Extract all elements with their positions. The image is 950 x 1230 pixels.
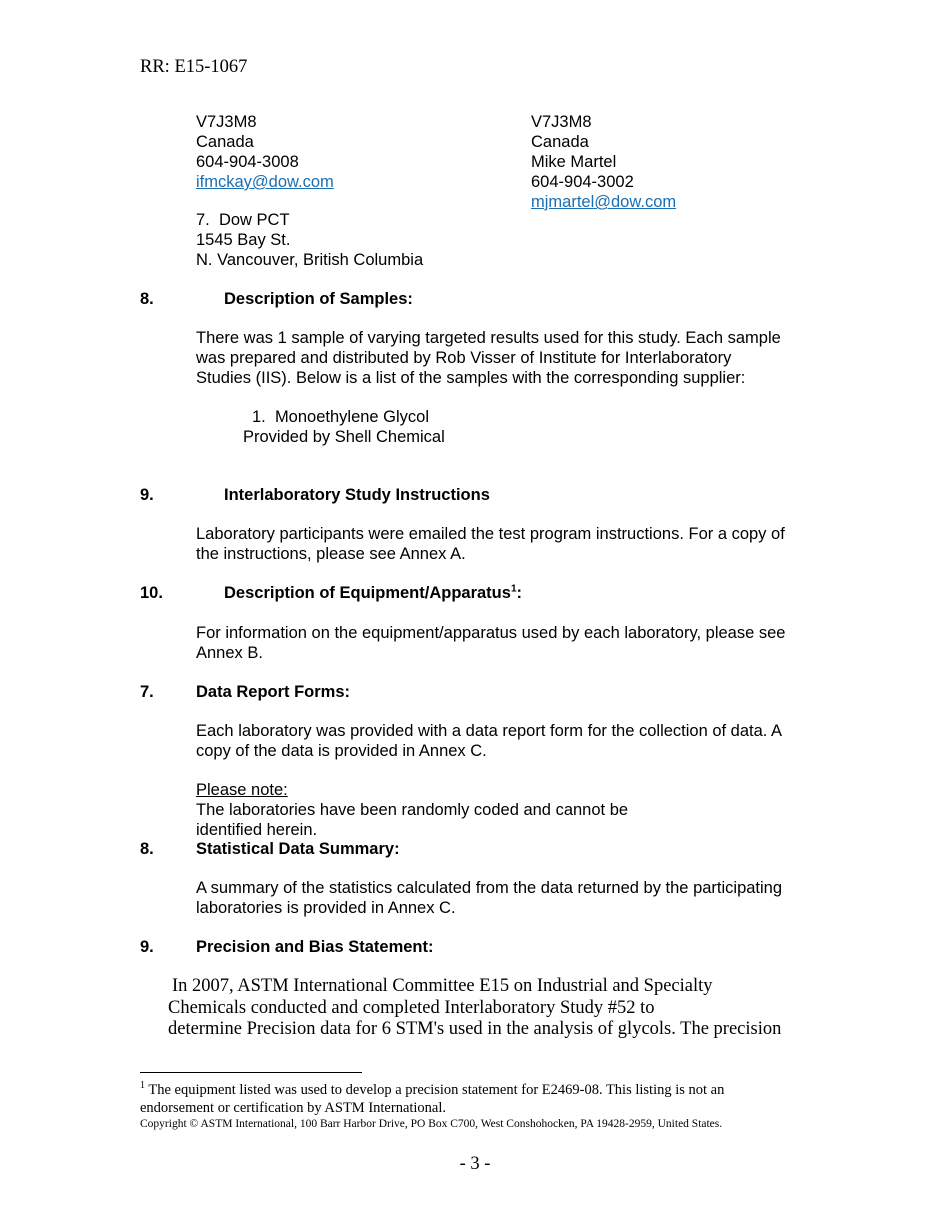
section-8-title: Description of Samples: [224,290,413,308]
section-10-heading [140,583,522,603]
contact-right-name: Mike Martel [531,153,617,171]
note-line-2: identified herein. [196,821,318,839]
section-10-body [196,623,785,663]
footnote-line-2: endorsement or certification by ASTM International. [140,1100,447,1116]
section-9b-number: 9. [140,938,154,956]
page-number: - 3 - [459,1154,491,1174]
contact-right-phone: 604-904-3002 [531,173,634,191]
section-10-line-2: Annex B. [196,644,263,662]
section-8-number: 8. [140,290,154,308]
section-9b-line-1: In 2007, ASTM International Committee E15 on Industrial and Specialty [172,976,713,996]
contact-left-email-link[interactable]: ifmckay@dow.com [196,173,334,191]
section-8-line-1: There was 1 sample of varying targeted results used for this study. Each sample [196,329,781,347]
section-7-note [196,780,628,840]
section-9b-title: Precision and Bias Statement: [196,938,434,956]
section-9-title: Interlaboratory Study Instructions [224,486,490,504]
section-8b-body [196,878,782,918]
contact-right [531,112,676,212]
contact-right-postal: V7J3M8 [531,113,592,131]
section-10-line-1: For information on the equipment/apparatus used by each laboratory, please see [196,624,786,642]
contact-item-7-street: 1545 Bay St. [196,231,291,249]
section-9b-line-2: Chemicals conducted and completed Interlaboratory Study #52 to [168,998,655,1018]
sample-list-number: 1. [252,408,266,426]
section-10-number: 10. [140,584,163,602]
sample-supplier: Provided by Shell Chemical [243,428,445,446]
contact-right-email-link[interactable]: mjmartel@dow.com [531,193,677,211]
section-7-title: Data Report Forms: [196,683,351,701]
footnote [140,1081,724,1117]
contact-right-country: Canada [531,133,589,151]
contact-item-7-city: N. Vancouver, British Columbia [196,251,424,269]
note-line-1: The laboratories have been randomly coded and cannot be [196,801,629,819]
section-8b-number: 8. [140,840,154,858]
section-8b-title: Statistical Data Summary: [196,840,400,858]
report-id: RR: E15-1067 [140,57,248,77]
section-7-line-2: copy of the data is provided in Annex C. [196,742,487,760]
contact-left [196,112,334,192]
section-9-body [196,524,785,564]
section-10-title: Description of Equipment/Apparatus [224,584,511,602]
note-label: Please note: [196,781,288,799]
section-8-heading [140,289,413,309]
footnote-line-1: The equipment listed was used to develop a precision statement for E2469-08. This listing is not an [145,1082,725,1098]
section-8b-line-1: A summary of the statistics calculated from the data returned by the participating [196,879,783,897]
section-9b-heading [140,937,434,957]
section-8-body [196,328,781,388]
section-8-line-3: Studies (IIS). Below is a list of the samples with the corresponding supplier: [196,369,746,387]
section-9-number: 9. [140,486,154,504]
footnote-marker: 1 [140,1080,145,1092]
contact-left-country: Canada [196,133,254,151]
section-7-body [196,721,782,761]
footnote-divider [140,1072,362,1073]
section-9-line-2: the instructions, please see Annex A. [196,545,466,563]
copyright-line: Copyright © ASTM International, 100 Barr Harbor Drive, PO Box C700, West Conshohocken, PA 19428-2959, United States. [140,1118,723,1130]
section-9-heading [140,485,490,505]
contact-item-7-name: Dow PCT [218,211,290,229]
contact-item-7-number: 7. [196,211,210,229]
section-10-footnote-ref: 1 [510,583,517,595]
section-10-title-suffix: : [516,584,522,602]
sample-list-name: Monoethylene Glycol [274,408,430,426]
section-9-line-1: Laboratory participants were emailed the test program instructions. For a copy of [196,525,785,543]
section-7-line-1: Each laboratory was provided with a data report form for the collection of data. A [196,722,783,740]
section-8b-heading [140,839,400,859]
section-7-number: 7. [140,683,154,701]
section-9b-line-3: determine Precision data for 6 STM's used in the analysis of glycols. The precision [168,1019,782,1039]
contact-left-postal: V7J3M8 [196,113,257,131]
section-7-heading [140,682,350,702]
contact-left-phone: 604-904-3008 [196,153,299,171]
sample-list-item [252,407,429,427]
contact-item-7 [196,210,423,270]
section-8b-line-2: laboratories is provided in Annex C. [196,899,456,917]
section-8-line-2: was prepared and distributed by Rob Visser of Institute for Interlaboratory [196,349,732,367]
